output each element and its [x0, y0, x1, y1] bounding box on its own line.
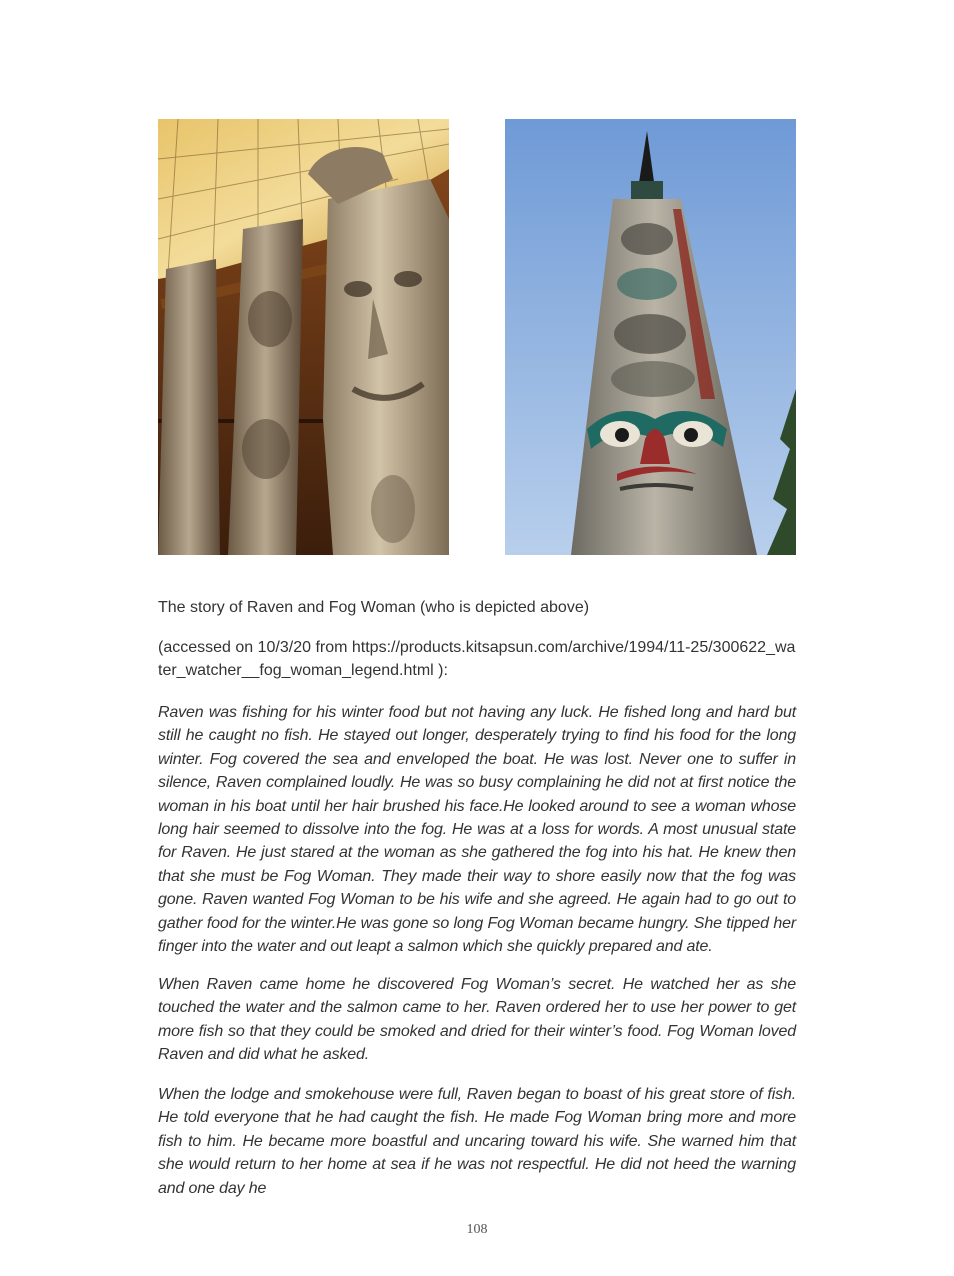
story-paragraph: Raven was fishing for his winter food but not having any luck. He fished long and hard but still he caught no fish. He stayed out longer, desperately trying to find his food for the long winter. Fog covered the sea and enveloped the boat. He was lost. Never one to suffer in silence, Raven complained loudly. He was so busy complaining he did not at first notice the woman in his boat until her hair brushed his face.He looked around to see a woman whose long hair seemed to dissolve into the fog. He was at a loss for words. A most unusual state for Raven. He just stared at the woman as she gathered the fog into his hat. He knew then that she must be Fog Woman. They made their way to shore easily now that the fog was gone. Raven wanted Fog Woman to be his wife and she agreed. He again had to go out to gather food for the winter.He was gone so long Fog Woman became hungry. She tipped her finger into the water and out leapt a salmon which she quickly prepared and ate.	[158, 704, 796, 956]
page-number: 108	[466, 1222, 488, 1237]
source-citation: (accessed on 10/3/20 from https://products.kitsapsun.com/archive/1994/11-25/300622_water_watcher__fog_woman_legend.html ):	[158, 639, 796, 680]
image-caption: The story of Raven and Fog Woman (who is depicted above)	[158, 599, 590, 616]
story-paragraph: When the lodge and smokehouse were full, Raven began to boast of his great store of fish. He told everyone that he had caught the fish. He made Fog Woman bring more and more fish to him. He became more boastful and uncaring toward his wife. She warned him that she would return to her home at sea if he was not respectful. He did not heed the warning and one day he	[158, 1086, 796, 1197]
story-paragraph: When Raven came home he discovered Fog Woman’s secret. He watched her as she touched the water and the salmon came to her. Raven ordered her to use her power to get more fish so that they could be smoked and dried for their winter’s food. Fog Woman loved Raven and did what he asked.	[158, 976, 796, 1064]
museum-totem-poles-image	[158, 119, 449, 555]
painted-totem-pole-image	[505, 119, 796, 555]
